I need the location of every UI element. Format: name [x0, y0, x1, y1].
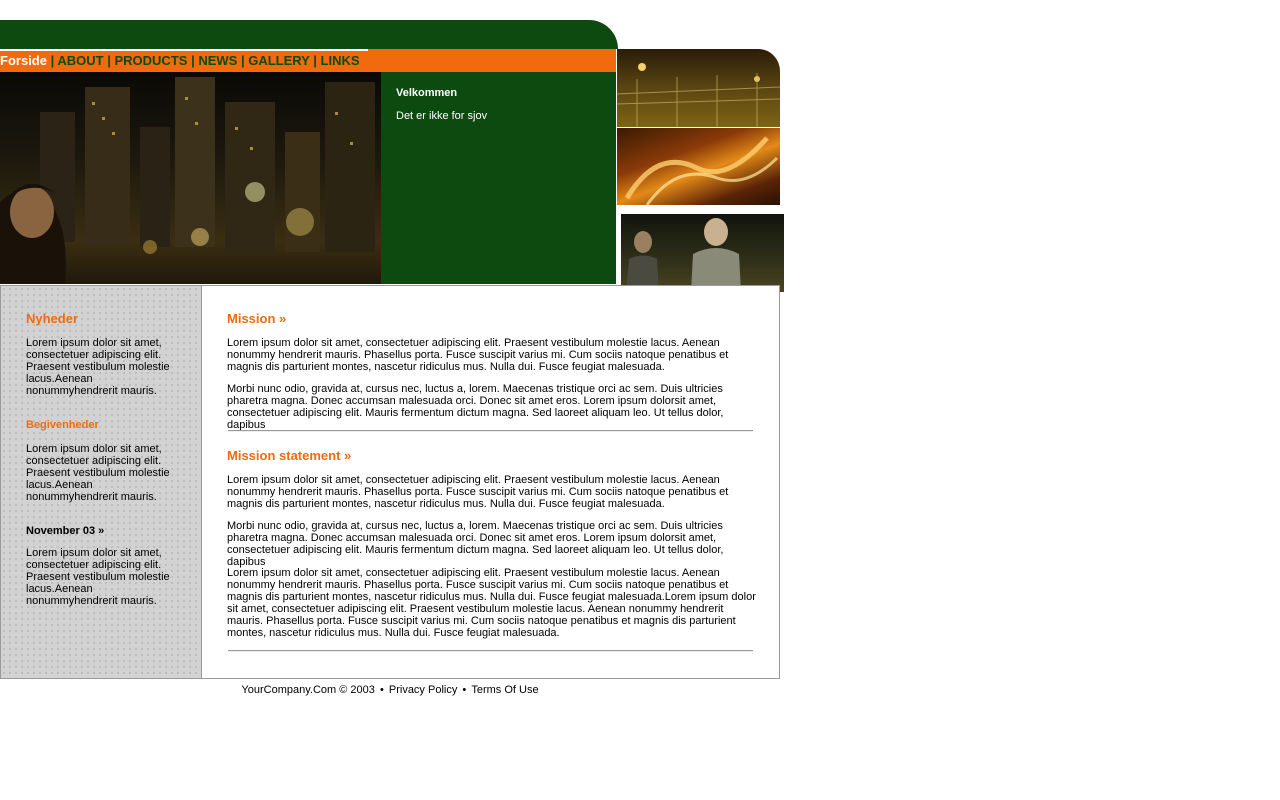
statement-paragraph: Lorem ipsum dolor sit amet, consectetuer adipiscing elit. Praesent vestibulum molestie lacus. Aenean nonummy hendrerit mauris. Phasellus porta. Fusce suscipit varius mi. Cum sociis natoque penatibus et magnis dis parturient montes, nascetur ridiculus mus. Nulla dui. Fusce feugiat malesuada. [227, 474, 729, 510]
header-green-curve [588, 20, 618, 49]
terms-of-use-link[interactable]: Terms Of Use [471, 684, 539, 696]
statement-paragraph: Lorem ipsum dolor sit amet, consectetuer adipiscing elit. Praesent vestibulum molestie lacus. Aenean nonummy hendrerit mauris. Phasellus porta. Fusce suscipit varius mi. Cum sociis natoque penatibus et magnis dis parturient montes, nascetur ridiculus mus. Nulla dui. Fusce feugiat malesuada.Lorem ipsum dolor sit amet, consectetuer adipiscing elit. Praesent vestibulum molestie lacus. Aenean nonummy hendrerit mauris. Phasellus porta. Fusce suscipit varius mi. Cum sociis natoque penatibus et magnis dis parturient montes, nascetur ridiculus mus. Nulla dui. Fusce feugiat malesuada. [227, 567, 756, 639]
sidebar-news-text: Lorem ipsum dolor sit amet, consectetuer adipiscing elit. Praesent vestibulum molestie lacus.Aenean nonummyhendrerit mauris. [26, 337, 170, 397]
nav-item-links[interactable]: LINKS [320, 53, 360, 68]
section-divider [228, 430, 753, 432]
welcome-panel [381, 72, 616, 284]
footer [0, 684, 780, 696]
sidebar-date-text: Lorem ipsum dolor sit amet, consectetuer adipiscing elit. Praesent vestibulum molestie lacus.Aenean nonummyhendrerit mauris. [26, 547, 170, 607]
hero-image [0, 72, 381, 284]
photo-fence-lights [617, 49, 780, 127]
privacy-policy-link[interactable]: Privacy Policy [388, 684, 458, 696]
welcome-title: Velkommen [396, 87, 458, 99]
nav-separator: | [240, 53, 245, 68]
mission-heading-link[interactable]: Mission » [227, 311, 287, 326]
hero-city-illustration [0, 72, 381, 284]
sidebar-news-heading: Nyheder [26, 311, 79, 326]
footer-bullet: • [379, 684, 384, 696]
nav-item-products[interactable]: PRODUCTS [114, 53, 188, 68]
nav-item-forside[interactable]: Forside [0, 53, 47, 68]
sidebar-divider [201, 286, 202, 678]
nav-separator: | [313, 53, 317, 68]
nav-top-rule [0, 49, 368, 51]
photo-businessmen [621, 214, 784, 292]
mission-statement-heading-link[interactable]: Mission statement » [227, 448, 352, 463]
nav-item-gallery[interactable]: GALLERY [248, 53, 310, 68]
sidebar-events-text: Lorem ipsum dolor sit amet, consectetuer adipiscing elit. Praesent vestibulum molestie lacus.Aenean nonummyhendrerit mauris. [26, 443, 170, 503]
nav-separator: | [50, 53, 55, 68]
welcome-text: Det er ikke for sjov [396, 110, 488, 122]
footer-bullet: • [462, 684, 467, 696]
section-divider [228, 650, 753, 652]
nav-item-about[interactable]: ABOUT [57, 53, 104, 68]
photo-fire [617, 128, 780, 205]
statement-paragraph: Morbi nunc odio, gravida at, cursus nec, luctus a, lorem. Maecenas tristique orci ac sem. Duis ultricies pharetra magna. Donec accumsan malesuada orci. Donec sit amet eros. Lorem ipsum dolorsit amet, consectetuer adipiscing elit. Mauris fermentum dictum magna. Sed laoreet aliquam leo. Ut tellus dolor, dapibus [227, 520, 724, 568]
header-green-bar [0, 20, 590, 49]
nav-separator: | [191, 53, 195, 68]
main-nav [0, 53, 360, 69]
mission-paragraph: Morbi nunc odio, gravida at, cursus nec, luctus a, lorem. Maecenas tristique orci ac sem. Duis ultricies pharetra magna. Donec accumsan malesuada orci. Donec sit amet eros. Lorem ipsum dolorsit amet, consectetuer adipiscing elit. Mauris fermentum dictum magna. Sed laoreet aliquam leo. Ut tellus dolor, dapibus [227, 383, 724, 431]
footer-copyright: YourCompany.Com © 2003 [241, 684, 375, 696]
nav-separator: | [107, 53, 111, 68]
sidebar-events-heading: Begivenheder [26, 419, 99, 431]
nav-item-news[interactable]: NEWS [198, 53, 238, 68]
mission-paragraph: Lorem ipsum dolor sit amet, consectetuer adipiscing elit. Praesent vestibulum molestie lacus. Aenean nonummy hendrerit mauris. Phasellus porta. Fusce suscipit varius mi. Cum sociis natoque penatibus et magnis dis parturient montes, nascetur ridiculus mus. Nulla dui. Fusce feugiat malesuada. [227, 337, 729, 373]
sidebar-date-link[interactable]: November 03 » [26, 525, 105, 537]
